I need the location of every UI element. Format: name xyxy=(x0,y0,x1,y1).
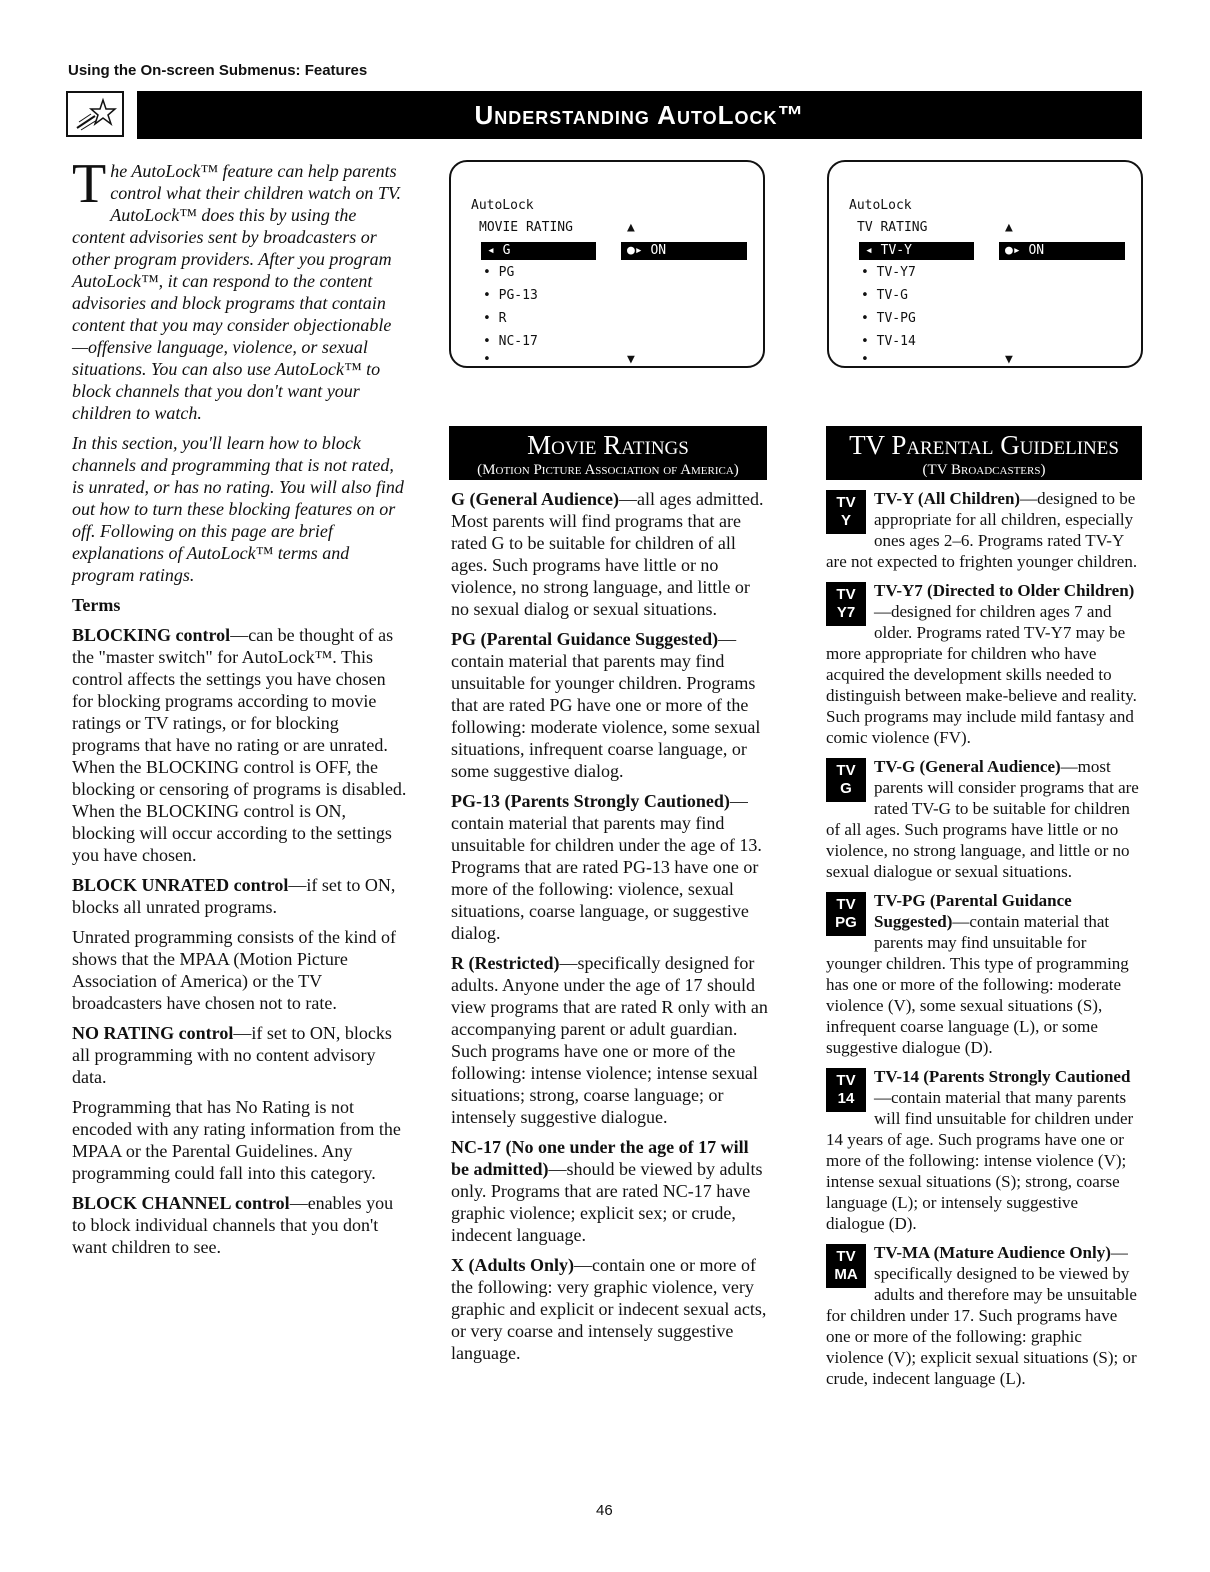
tv-y-rating-icon: TV Y xyxy=(826,490,866,534)
osd-item: • PG xyxy=(483,265,515,280)
tv-ma-rating-icon: TV MA xyxy=(826,1244,866,1288)
tv-g-rating-icon: TV G xyxy=(826,758,866,802)
movie-ratings-header xyxy=(449,426,767,480)
intro-paragraph-2: In this section, you'll learn how to block channels and programming that is not rated, is unrated, or has no rating. You will also find out how to turn these blocking features on or off. Following on this page are brief explanations of AutoLock™ terms and program ratings. xyxy=(72,433,404,585)
unrated-description: Unrated programming consists of the kind of shows that the MPAA (Motion Picture Association of America) or the TV broadcasters have chosen not to rate. xyxy=(72,927,396,1013)
tv-guidelines-subtitle: (TV Broadcasters) xyxy=(922,462,1046,478)
osd-item: • xyxy=(861,352,869,367)
osd-selected-rating[interactable]: ◂ TV-Y xyxy=(859,242,974,260)
rating-tv-ma: TV MA TV-MA (Mature Audience Only)—specifically designed to be viewed by adults and therefore may be unsuitable for children under 17. Such programs have one or more of the following: graphic violence (V); explicit sexual situations (S); or crude, indecent language (L). xyxy=(826,1243,1137,1388)
rating-tv-pg: TV PG TV-PG (Parental Guidance Suggested)—contain material that parents may find unsuitable for younger children. This type of programming has one or more of the following: moderate violence (V), some sexual situations (S), infrequent coarse language (L), or some suggestive dialogue (D). xyxy=(826,891,1129,1057)
osd-item: • PG-13 xyxy=(483,288,538,303)
osd-item: • TV-14 xyxy=(861,334,916,349)
intro-paragraph: The AutoLock™ feature can help parents control what their children watch on TV. AutoLock™ does this by using the content advisories sent by broadcasters or other program providers. After you program AutoLock™, it can respond to the content advisories and block programs that contain content that you may consider objectionable—offensive language, violence, or sexual situations. You can also use AutoLock™ to block channels that you don't want your children to watch. xyxy=(72,153,402,423)
osd-subtitle: MOVIE RATING xyxy=(479,220,573,235)
osd-title: AutoLock xyxy=(849,198,912,213)
rating-tv-y7: TV Y7 TV-Y7 (Directed to Older Children)—designed for children ages 7 and older. Programs rated TV-Y7 may be more appropriate for children who have acquired the development skills needed to distinguish between make-believe and reality. Such programs may include mild fantasy and comic violence (FV). xyxy=(826,581,1137,747)
movie-ratings-subtitle: (Motion Picture Association of America) xyxy=(477,462,739,478)
left-column xyxy=(72,153,407,1266)
up-arrow-icon: ▲ xyxy=(1005,220,1013,235)
osd-item: • xyxy=(483,352,491,367)
rating-pg: PG (Parental Guidance Suggested)—contain material that parents may find unsuitable for younger children. Programs that are rated PG have one or more of the following: moderate violence, some sexual situations, infrequent coarse language, or some suggestive dialog. xyxy=(451,629,761,781)
movie-ratings-column xyxy=(451,488,769,1372)
rating-tv-g: TV G TV-G (General Audience)—most parents will consider programs that are rated TV-G to be suitable for children of all ages. Such programs have little or no violence, no strong language, and little or no sexual dialogue or sexual situations. xyxy=(826,757,1139,881)
rating-tv-y: TV Y TV-Y (All Children)—designed to be appropriate for all children, especially ones ages 2–6. Programs rated TV-Y are not expected to frighten younger children. xyxy=(826,489,1138,571)
no-rating-description: Programming that has No Rating is not encoded with any rating information from the MPAA or the Parental Guidelines. Any programming could fall into this category. xyxy=(72,1097,401,1183)
movie-ratings-title: Movie Ratings xyxy=(527,430,689,460)
osd-on-toggle[interactable]: ●▸ ON xyxy=(621,242,747,260)
osd-selected-rating[interactable]: ◂ G xyxy=(481,242,596,260)
osd-item: • TV-Y7 xyxy=(861,265,916,280)
tv-14-rating-icon: TV 14 xyxy=(826,1068,866,1112)
rating-x: X (Adults Only)—contain one or more of the following: very graphic violence, very graphic and explicit or indecent sexual acts, or very coarse and intensely suggestive language. xyxy=(451,1255,767,1363)
down-arrow-icon: ▼ xyxy=(627,352,635,367)
terms-heading: Terms xyxy=(72,595,121,615)
osd-subtitle: TV RATING xyxy=(857,220,928,235)
tv-y7-rating-icon: TV Y7 xyxy=(826,582,866,626)
star-wand-icon xyxy=(66,91,124,137)
rating-r: R (Restricted)—specifically designed for adults. Anyone under the age of 17 should view programs that are rated R only with an accompanying parent or adult guardian. Such programs have one or more of the following: intense violence; intense sexual situations; strong, coarse language; or intensely suggestive dialogue. xyxy=(451,953,768,1127)
rating-tv-14: TV 14 TV-14 (Parents Strongly Cautioned—contain material that many parents will find unsuitable for children under 14 years of age. Such programs have one or more of the following: intense violence (V); intense sexual situations (S); strong, coarse language (L); or intensely suggestive dialogue (D). xyxy=(826,1067,1134,1233)
tv-pg-rating-icon: TV PG xyxy=(826,892,866,936)
osd-item: • NC-17 xyxy=(483,334,538,349)
osd-item: • TV-PG xyxy=(861,311,916,326)
tv-guidelines-header xyxy=(826,426,1142,480)
osd-item: • TV-G xyxy=(861,288,908,303)
rating-pg13: PG-13 (Parents Strongly Cautioned)—contain material that parents may find unsuitable for children under the age of 13. Programs that are rated PG-13 have one or more of the following: violence, sexual situations, coarse language, or suggestive dialog. xyxy=(451,791,762,943)
rating-nc17: NC-17 (No one under the age of 17 will be admitted)—should be viewed by adults only. Programs that are rated NC-17 have graphic violence; explicit sex; or crude, indecent language. xyxy=(451,1137,763,1245)
term-block-unrated: BLOCK UNRATED control—if set to ON, blocks all unrated programs. xyxy=(72,875,396,917)
up-arrow-icon: ▲ xyxy=(627,220,635,235)
page-number: 46 xyxy=(596,1502,613,1519)
term-block-channel: BLOCK CHANNEL control—enables you to block individual channels that you don't want children to see. xyxy=(72,1193,394,1257)
osd-on-toggle[interactable]: ●▸ ON xyxy=(999,242,1125,260)
page-title-banner: Understanding AutoLock™ xyxy=(137,91,1142,139)
osd-item: • R xyxy=(483,311,507,326)
drop-cap: T xyxy=(72,153,107,215)
down-arrow-icon: ▼ xyxy=(1005,352,1013,367)
osd-movie-rating xyxy=(449,160,765,368)
rating-g: G (General Audience)—all ages admitted. Most parents will find programs that are rated G to be suitable for children of all ages. Such programs have little or no violence, no strong language, and little or no sexual dialog or sexual situations. xyxy=(451,489,764,619)
section-heading: Using the On-screen Submenus: Features xyxy=(68,62,368,79)
tv-ratings-column xyxy=(826,488,1140,1397)
tv-guidelines-title: TV Parental Guidelines xyxy=(849,430,1119,460)
term-no-rating: NO RATING control—if set to ON, blocks all programming with no content advisory data. xyxy=(72,1023,392,1087)
osd-tv-rating xyxy=(827,160,1143,368)
osd-title: AutoLock xyxy=(471,198,534,213)
term-blocking: BLOCKING control—can be thought of as the "master switch" for AutoLock™. This control affects the settings you have chosen for blocking programs according to movie ratings or TV ratings, or for blocking programs that have no rating or are unrated. When the BLOCKING control is OFF, the blocking or censoring of programs is disabled. When the BLOCKING control is ON, blocking will occur according to the settings you have chosen. xyxy=(72,625,407,865)
